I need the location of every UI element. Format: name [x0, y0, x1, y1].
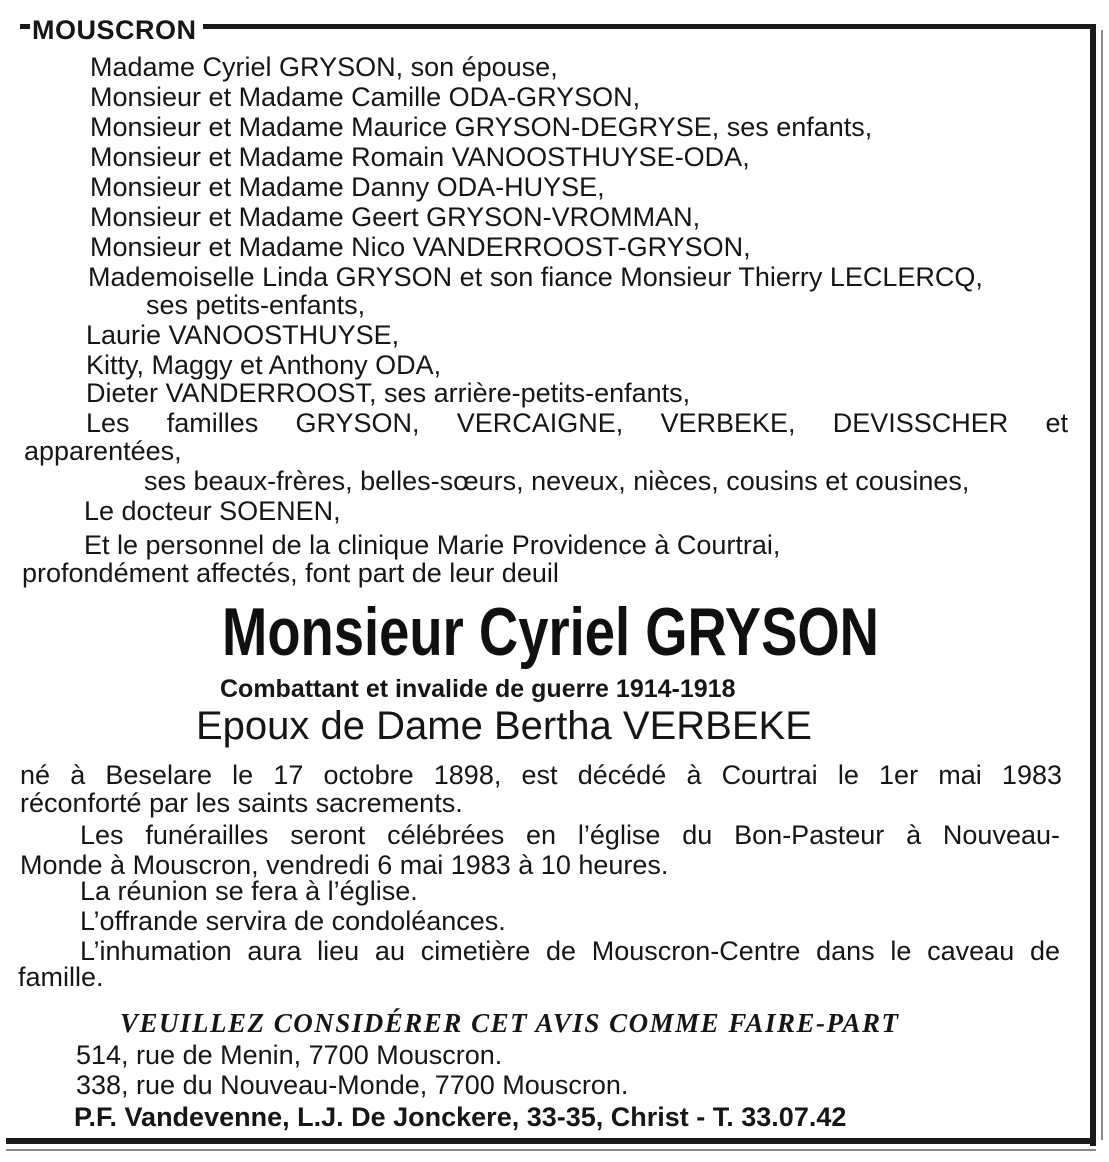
place-heading: MOUSCRON — [30, 14, 203, 46]
mourner-line: Dieter VANDERROOST, ses arrière-petits-enfants, — [86, 378, 691, 408]
address-line: 514, rue de Menin, 7700 Mouscron. — [76, 1040, 503, 1070]
mourner-line: Monsieur et Madame Maurice GRYSON-DEGRYSE, ses enfants, — [90, 112, 873, 142]
mourner-line: ses petits-enfants, — [146, 290, 366, 320]
mourner-line: Laurie VANOOSTHUYSE, — [86, 320, 400, 350]
detail-line: La réunion se fera à l’église. — [80, 876, 418, 906]
frame-right-shadow — [1101, 30, 1103, 1140]
frame-right-rule — [1090, 24, 1096, 1146]
mourner-line: Le docteur SOENEN, — [84, 496, 341, 526]
mourner-line: Madame Cyriel GRYSON, son épouse, — [90, 52, 558, 82]
funeral-home-line: P.F. Vandevenne, L.J. De Jonckere, 33-35, Christ - T. 33.07.42 — [74, 1102, 847, 1132]
mourner-line: profondément affectés, font part de leur deuil — [22, 558, 559, 588]
detail-line: Les funérailles seront célébrées en l’église du Bon-Pasteur à Nouveau- — [80, 820, 1060, 850]
mourner-line: Monsieur et Madame Danny ODA-HUYSE, — [90, 172, 605, 202]
mourner-line: Mademoiselle Linda GRYSON et son fiance Monsieur Thierry LECLERCQ, — [88, 262, 983, 292]
mourner-line: ses beaux-frères, belles-sœurs, neveux, nièces, cousins et cousines, — [144, 466, 970, 496]
frame-bottom-rule — [6, 1138, 1096, 1144]
frame-bottom-shadow — [6, 1149, 1096, 1151]
detail-line: L’offrande servira de condoléances. — [80, 906, 506, 936]
deceased-title: Combattant et invalide de guerre 1914-1918 — [220, 675, 736, 703]
deceased-spouse: Epoux de Dame Bertha VERBEKE — [196, 704, 812, 748]
mourner-line: Monsieur et Madame Nico VANDERROOST-GRYSON, — [90, 232, 751, 262]
detail-line: L’inhumation aura lieu au cimetière de Mouscron-Centre dans le caveau de — [80, 936, 1060, 966]
detail-line: réconforté par les saints sacrements. — [20, 788, 463, 818]
mourner-line: Monsieur et Madame Geert GRYSON-VROMMAN, — [90, 202, 701, 232]
detail-line: Monde à Mouscron, vendredi 6 mai 1983 à 10 heures. — [20, 850, 669, 880]
detail-line: famille. — [18, 962, 104, 992]
mourner-line: Monsieur et Madame Romain VANOOSTHUYSE-ODA, — [90, 142, 750, 172]
deceased-name: Monsieur Cyriel GRYSON — [222, 594, 879, 670]
mourner-line: Kitty, Maggy et Anthony ODA, — [86, 350, 442, 380]
mourner-line: Et le personnel de la clinique Marie Providence à Courtrai, — [84, 530, 781, 560]
address-line: 338, rue du Nouveau-Monde, 7700 Mouscron. — [76, 1070, 629, 1100]
detail-line: né à Beselare le 17 octobre 1898, est décédé à Courtrai le 1er mai 1983 — [20, 760, 1062, 790]
mourner-line: Les familles GRYSON, VERCAIGNE, VERBEKE, DEVISSCHER et — [86, 408, 1068, 438]
mourner-line: Monsieur et Madame Camille ODA-GRYSON, — [90, 82, 641, 112]
notice-heading: VEUILLEZ CONSIDÉRER CET AVIS COMME FAIRE-PART — [120, 1008, 900, 1038]
mourner-line: apparentées, — [24, 436, 182, 466]
